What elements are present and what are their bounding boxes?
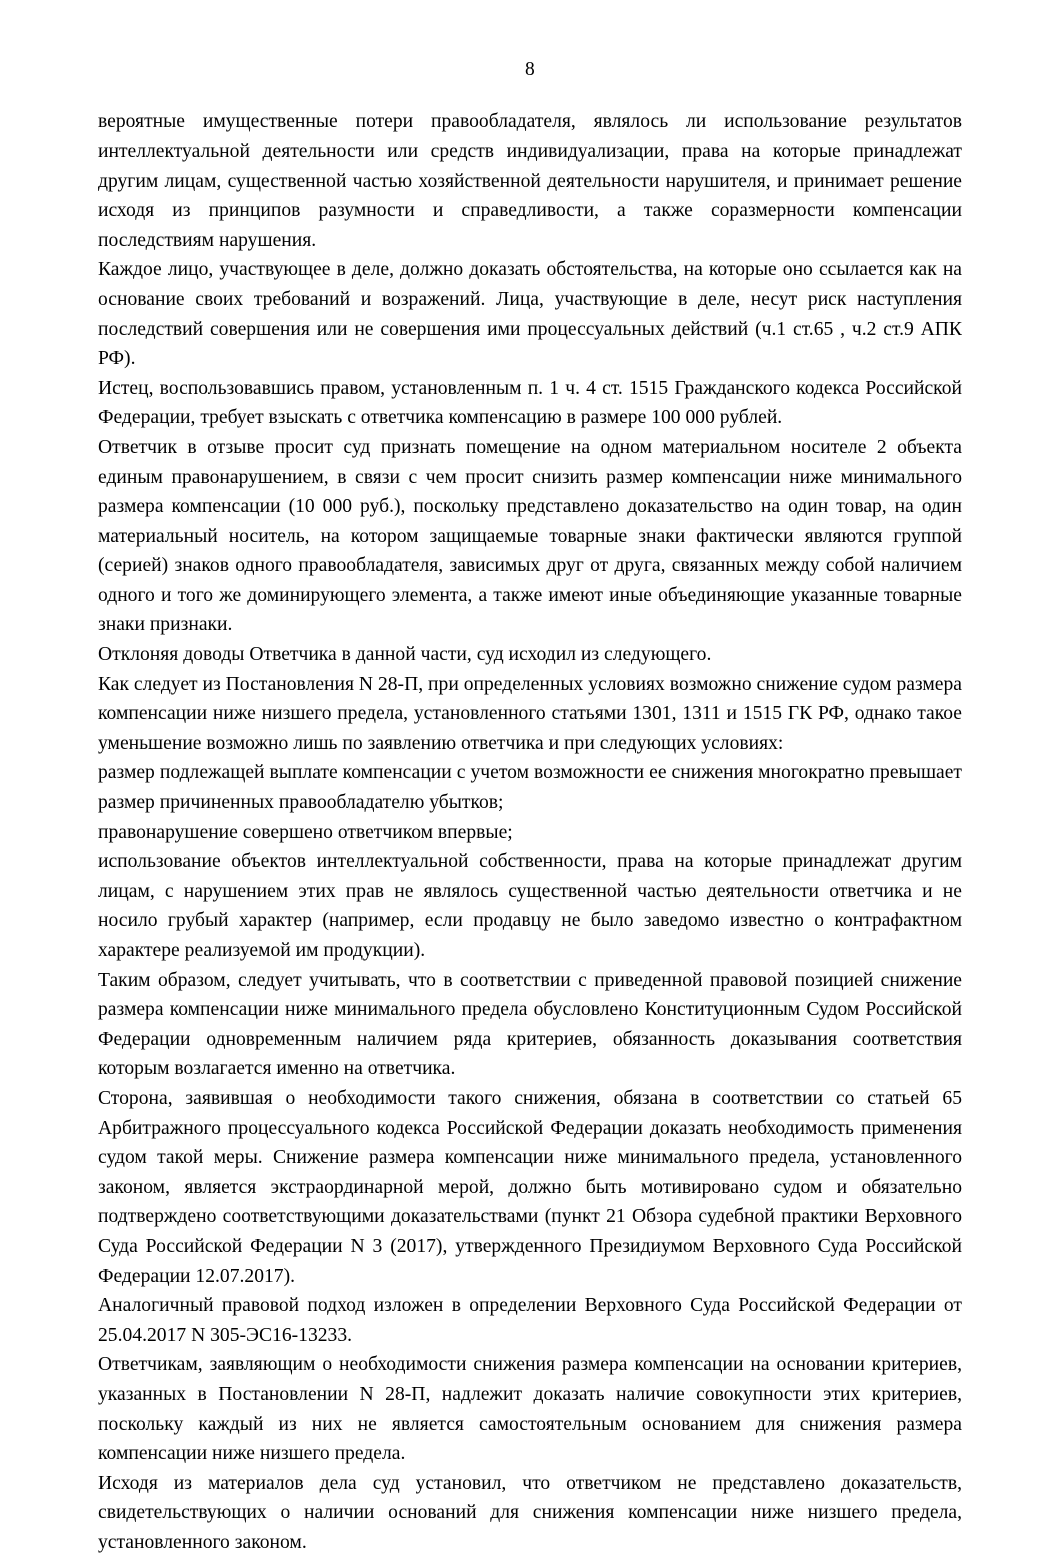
page-number: 8	[525, 59, 535, 80]
paragraph-1: вероятные имущественные потери правообладателя, являлось ли использование результатов интеллектуальной деятельности или средств индивидуализации, права на которые принадлежат другим лицам, существенной частью хозяйственной деятельности нарушителя, и принимает решение исходя из принципов разумности и справедливости, а также соразмерности компенсации последствиям нарушения.	[98, 111, 962, 251]
document-body	[98, 107, 962, 1557]
paragraph-14: Исходя из материалов дела суд установил, что ответчиком не представлено доказательств, свидетельствующих о наличии оснований для снижения компенсации ниже низшего предела, установленного законом.	[98, 1472, 962, 1553]
paragraph-13: Ответчикам, заявляющим о необходимости снижения размера компенсации на основании критериев, указанных в Постановлении N 28-П, надлежит доказать наличие совокупности этих критериев, поскольку каждый из них не является самостоятельным основанием для снижения размера компенсации ниже низшего предела.	[98, 1354, 962, 1465]
paragraph-8: правонарушение совершено ответчиком впервые;	[98, 821, 513, 843]
paragraph-11: Сторона, заявившая о необходимости такого снижения, обязана в соответствии со статьей 65 Арбитражного процессуального кодекса Российской Федерации доказать необходимость применения судом такой меры. Снижение размера компенсации ниже минимального предела, установленного законом, является экстраординарной мерой, должно быть мотивировано судом и обязательно подтверждено соответствующими доказательствами (пункт 21 Обзора судебной практики Верховного Суда Российской Федерации N 3 (2017), утвержденного Президиумом Верховного Суда Российской Федерации 12.07.2017).	[98, 1087, 962, 1287]
paragraph-2: Каждое лицо, участвующее в деле, должно доказать обстоятельства, на которые оно ссылается как на основание своих требований и возражений. Лица, участвующие в деле, несут риск наступления последствий совершения или не совершения ими процессуальных действий (ч.1 ст.65 , ч.2 ст.9 АПК РФ).	[98, 259, 962, 370]
paragraph-12: Аналогичный правовой подход изложен в определении Верховного Суда Российской Федерации от 25.04.2017 N 305-ЭС16-13233.	[98, 1295, 962, 1346]
paragraph-4: Ответчик в отзыве просит суд признать помещение на одном материальном носителе 2 объекта единым правонарушением, в связи с чем просит снизить размер компенсации ниже минимального размера компенсации (10 000 руб.), поскольку представлено доказательство на один товар, на один материальный носитель, на котором защищаемые товарные знаки фактически являются группой (серией) знаков одного правообладателя, зависимых друг от друга, связанных между собой наличием одного и того же доминирующего элемента, а также имеют иные объединяющие указанные товарные знаки признаки.	[98, 436, 962, 636]
paragraph-5: Отклоняя доводы Ответчика в данной части, суд исходил из следующего.	[98, 644, 712, 666]
paragraph-3: Истец, воспользовавшись правом, установленным п. 1 ч. 4 ст. 1515 Гражданского кодекса Российской Федерации, требует взыскать с ответчика компенсацию в размере 100 000 рублей.	[98, 377, 962, 429]
paragraph-7: размер подлежащей выплате компенсации с учетом возможности ее снижения многократно превышает размер причиненных правообладателю убытков;	[98, 762, 962, 814]
paragraph-10: Таким образом, следует учитывать, что в соответствии с приведенной правовой позицией снижение размера компенсации ниже минимального предела обусловлено Конституционным Судом Российской Федерации одновременным наличием ряда критериев, обязанность доказывания соответствия которым возлагается именно на ответчика.	[98, 969, 962, 1080]
paragraph-6: Как следует из Постановления N 28-П, при определенных условиях возможно снижение судом размера компенсации ниже низшего предела, установленного статьями 1301, 1311 и 1515 ГК РФ, однако такое уменьшение возможно лишь по заявлению ответчика и при следующих условиях:	[98, 673, 962, 754]
paragraph-9: использование объектов интеллектуальной собственности, права на которые принадлежат другим лицам, с нарушением этих прав не являлось существенной частью деятельности ответчика и не носило грубый характер (например, если продавцу не было заведомо известно о контрафактном характере реализуемой им продукции).	[98, 851, 962, 962]
